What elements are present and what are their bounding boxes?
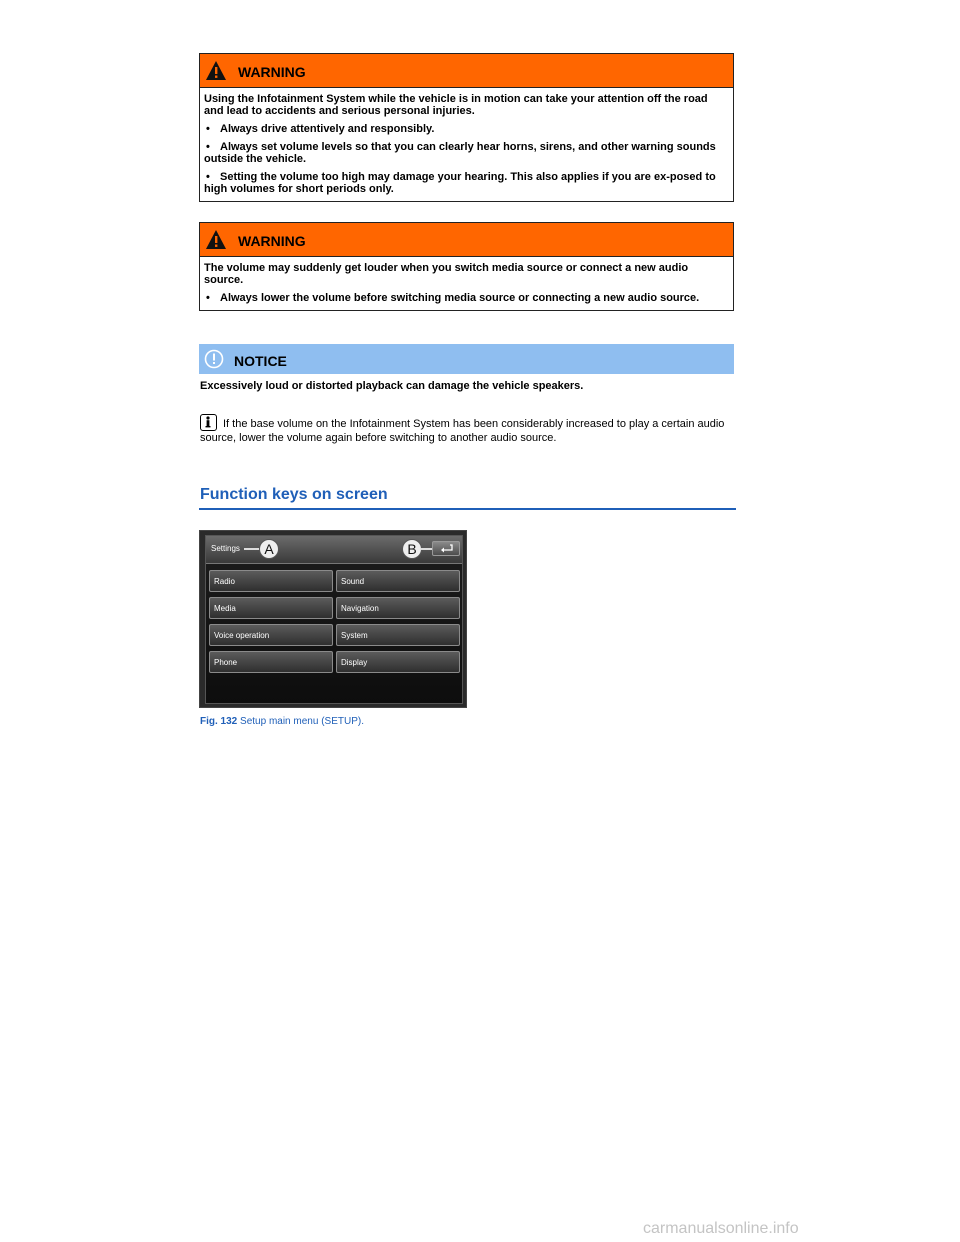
menu-button-label: Phone <box>214 658 238 667</box>
menu-button-display[interactable] <box>336 651 460 673</box>
figure-caption <box>200 716 364 727</box>
screen-title: Settings <box>211 544 240 553</box>
warning-header <box>200 223 733 257</box>
menu-button-sound[interactable] <box>336 570 460 592</box>
menu-button-label: Voice operation <box>214 631 270 640</box>
menu-button-label: Display <box>341 658 368 667</box>
warning-header <box>200 54 733 88</box>
warning-triangle-icon <box>205 60 227 82</box>
menu-button-label: Media <box>214 604 236 613</box>
screen-display <box>205 535 463 704</box>
info-paragraph <box>200 414 736 445</box>
screen-title-bar <box>206 536 462 564</box>
watermark: carmanualsonline.info <box>643 1220 799 1237</box>
warning-intro: Using the Infotainment System while the vehicle is in motion can take your attention off the road and lead to accidents and serious personal injuries. <box>204 93 708 117</box>
menu-button-phone[interactable] <box>209 651 333 673</box>
menu-button-label: Navigation <box>341 604 379 613</box>
callout-b: B <box>402 539 422 559</box>
warning-bullet: • Always drive attentively and responsibly. <box>204 123 729 135</box>
warning-title: WARNING <box>238 64 306 80</box>
notice-header <box>199 344 734 374</box>
info-text: If the base volume on the Infotainment System has been considerably increased to play a certain audio source, lower the volume again before switching to another audio source. <box>200 418 725 444</box>
back-button[interactable] <box>432 541 460 556</box>
menu-button-navigation[interactable] <box>336 597 460 619</box>
warning-bullet: • Always set volume levels so that you can clearly hear horns, sirens, and other warning sounds outside the vehicle. <box>204 141 729 165</box>
menu-button-label: System <box>341 631 368 640</box>
info-icon <box>200 414 217 431</box>
figure-caption-text: Setup main menu (SETUP). <box>240 716 364 727</box>
menu-button-radio[interactable] <box>209 570 333 592</box>
callout-a-line <box>244 548 260 550</box>
figure-caption-label: Fig. 132 <box>200 716 238 727</box>
return-arrow-icon <box>433 542 459 555</box>
menu-button-voice-operation[interactable] <box>209 624 333 646</box>
callout-a: A <box>259 539 279 559</box>
warning-title: WARNING <box>238 233 306 249</box>
menu-button-label: Radio <box>214 577 235 586</box>
menu-button-system[interactable] <box>336 624 460 646</box>
warning-bullet: • Always lower the volume before switching media source or connecting a new audio source. <box>204 292 729 304</box>
setup-screen-figure <box>199 530 467 708</box>
warning-triangle-icon <box>205 229 227 251</box>
section-divider <box>199 508 736 510</box>
warning-box-1 <box>199 53 734 202</box>
notice-text: Excessively loud or distorted playback can damage the vehicle speakers. <box>200 380 584 392</box>
section-title: Function keys on screen <box>200 486 388 503</box>
menu-button-media[interactable] <box>209 597 333 619</box>
notice-title: NOTICE <box>234 352 287 369</box>
notice-exclamation-icon <box>204 349 224 369</box>
warning-box-2 <box>199 222 734 311</box>
warning-intro: The volume may suddenly get louder when you switch media source or connect a new audio source. <box>204 262 689 286</box>
warning-bullet: • Setting the volume too high may damage your hearing. This also applies if you are ex-posed to high volumes for short periods only. <box>204 171 729 195</box>
menu-button-label: Sound <box>341 577 365 586</box>
